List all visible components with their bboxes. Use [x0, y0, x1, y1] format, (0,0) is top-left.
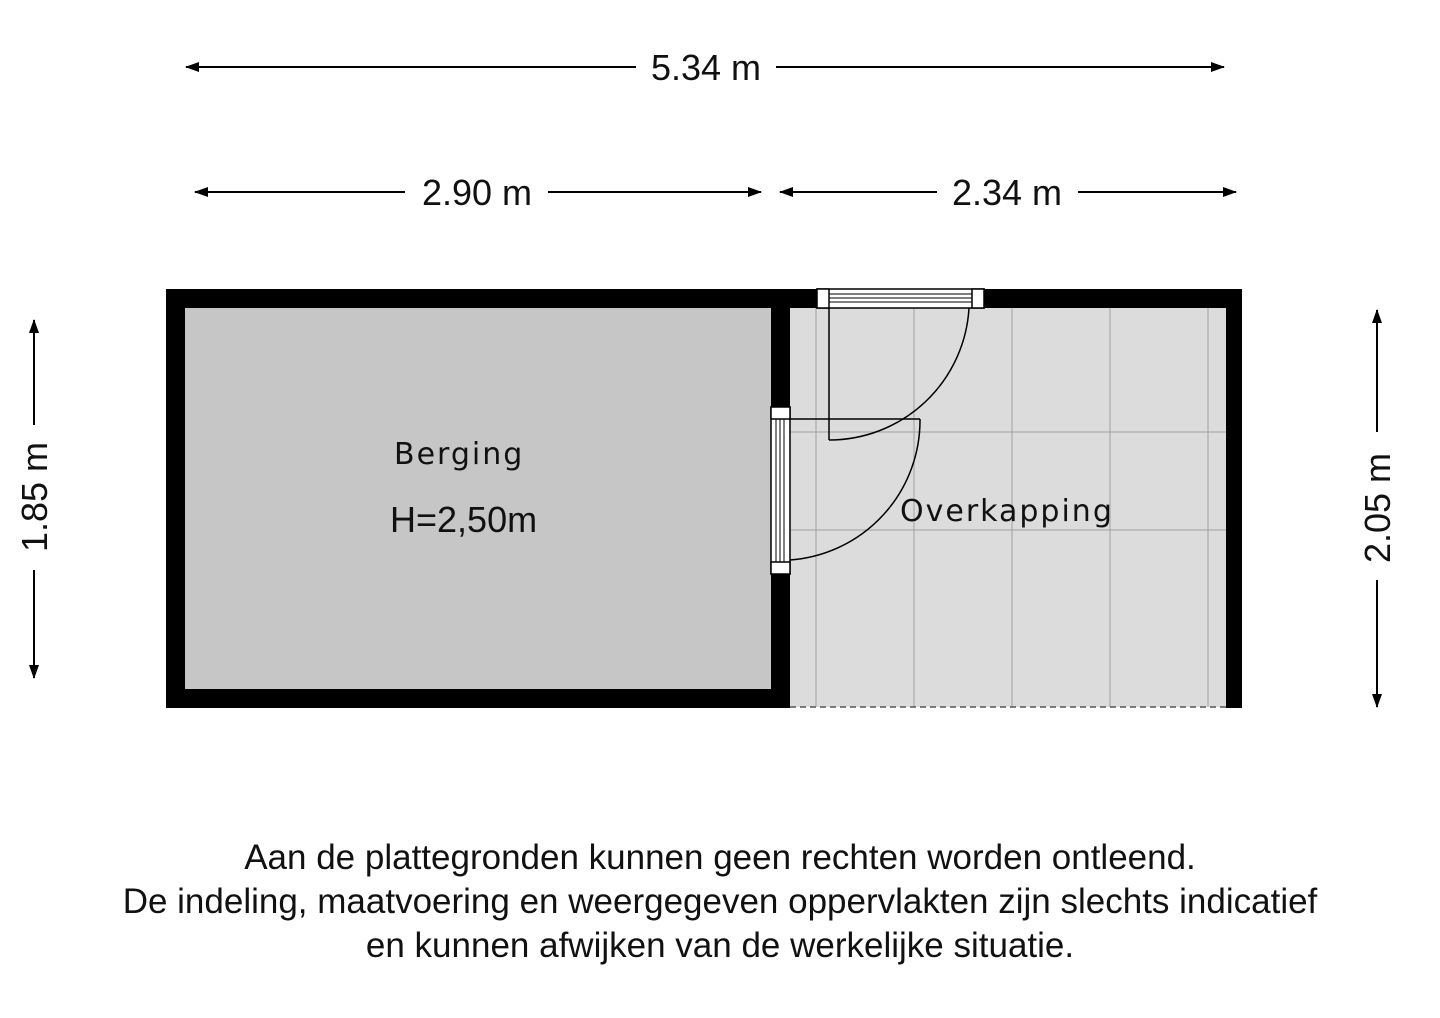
wall-right: [1226, 289, 1242, 708]
dimension-overkapping-width-label: 2.34 m: [951, 172, 1063, 213]
wall-bottom: [166, 689, 790, 708]
dimension-berging-width-label: 2.90 m: [421, 172, 533, 213]
dimension-right-height: [1357, 310, 1398, 707]
room-berging-height: H=2,50m: [390, 499, 538, 540]
wall-left: [166, 289, 185, 708]
disclaimer-line-2: De indeling, maatvoering en weergegeven oppervlakten zijn slechts indicatief: [122, 882, 1318, 921]
wall-partition-upper: [771, 289, 790, 407]
dimension-overkapping-width: [780, 172, 1236, 213]
disclaimer-line-3: en kunnen afwijken van de werkelijke situatie.: [365, 926, 1075, 965]
dimension-right-height-label: 2.05 m: [1357, 452, 1398, 564]
wall-partition-lower: [771, 574, 790, 708]
dimension-left-height-label: 1.85 m: [14, 441, 55, 553]
disclaimer-line-1: Aan de plattegronden kunnen geen rechten worden ontleend.: [244, 838, 1196, 877]
room-overkapping-name: Overkapping: [900, 494, 1114, 529]
dimension-total-width-label: 5.34 m: [650, 47, 762, 88]
disclaimer: [0, 836, 1440, 968]
wall-top-left: [166, 289, 817, 308]
dimension-left-height: [14, 320, 55, 678]
wall-top-right: [984, 289, 1242, 308]
dimension-berging-width: [195, 172, 761, 213]
room-berging-name: Berging: [394, 437, 525, 472]
dimension-total-width: [186, 47, 1224, 88]
